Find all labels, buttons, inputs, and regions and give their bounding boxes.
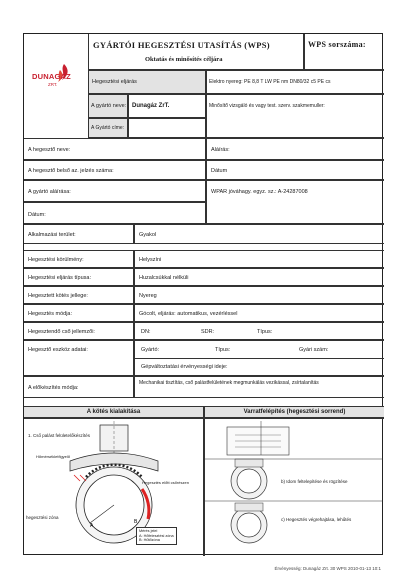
place-label: Hegesztési körülmény: xyxy=(28,257,84,263)
method-value: Huzalcsúkkal nélküli xyxy=(139,275,189,281)
prep-label: A előkészítés módja: xyxy=(28,385,79,391)
field-value: Gyakol xyxy=(139,232,157,238)
manager-label: A gyártó aláírása: xyxy=(28,189,71,195)
prep-value: Mechanikai tisztítás, cső palástfelületének megmunkálás vezikással, zsírtalanítás xyxy=(139,380,319,386)
weld-sequence-drawing xyxy=(205,419,383,555)
sketch-label-c: hegesztési zóna xyxy=(26,515,59,520)
date2-cell[interactable] xyxy=(24,202,206,224)
tool-type-label: Típus: xyxy=(215,347,231,353)
place-value-cell[interactable] xyxy=(134,250,384,268)
process-label: Hegesztési eljárás xyxy=(92,79,137,85)
method-value-cell[interactable] xyxy=(134,268,384,286)
pipe-value-cell[interactable] xyxy=(134,322,384,340)
wpar-label: WPAR jóváhagy. egyz. sz.: A-24287008 xyxy=(211,189,308,195)
signature-label: Aláírás: xyxy=(211,147,230,153)
legend-3: B: Hűtőzóna xyxy=(139,538,160,543)
welder-id-cell[interactable] xyxy=(24,160,206,180)
sketch-left-title: A kötés kialakítása xyxy=(86,409,141,415)
date-label: Dátum xyxy=(211,168,228,174)
wps-number-label: WPS sorszáma: xyxy=(308,40,366,49)
wpar-cell[interactable] xyxy=(206,180,384,224)
place-value: Helyszíni xyxy=(139,257,162,263)
tool-maker-label: Gyártó: xyxy=(141,347,160,353)
svg-text:A: A xyxy=(90,523,94,529)
company-logo xyxy=(30,60,82,100)
footer-text: Érvényesség: Dunagáz Zrt. 30 WPS 2010-01-13 10:1 xyxy=(274,566,381,571)
legend-2: A: Hőfelesztési zóna xyxy=(139,533,174,538)
sketch-legend xyxy=(136,527,177,545)
signature-cell[interactable] xyxy=(206,138,384,160)
examiner-cell[interactable] xyxy=(206,94,384,138)
examiner-label: Minősítő vizsgáló és vagy test. szerv. szakmemuller: xyxy=(209,103,325,109)
prep-label-cell xyxy=(24,376,134,398)
pipe-type-label: Típus: xyxy=(257,329,273,335)
step-b-label: b) Idom feltelepítése és rögzítése xyxy=(281,479,348,484)
sketch-right-title: Varratfelépítés (hegesztési sorrend) xyxy=(243,409,346,415)
mode-value-cell[interactable] xyxy=(134,304,384,322)
joint-sketch xyxy=(24,418,204,556)
maker-value-cell[interactable] xyxy=(128,94,206,118)
method-label-cell xyxy=(24,268,134,286)
manager-cell[interactable] xyxy=(24,180,206,202)
method-label: Hegesztési eljárás típusa: xyxy=(28,275,91,281)
tool-note-label: Gépváltoztatási érvényességi ideje: xyxy=(141,364,228,370)
sketch-right-header xyxy=(204,406,384,418)
wps-form xyxy=(23,33,383,555)
svg-text:B: B xyxy=(134,519,138,525)
welder-id-label: A hegesztő belső az. jelzés száma: xyxy=(28,168,114,174)
tool-serial-label: Gyári szám: xyxy=(299,347,329,353)
address-label: A Gyártó címe: xyxy=(91,125,125,131)
address-value-cell[interactable] xyxy=(128,118,206,138)
joint-value: Nyereg xyxy=(139,293,157,299)
prep-value-cell[interactable] xyxy=(134,376,384,398)
field-label-cell xyxy=(24,224,134,244)
sketch-left-header xyxy=(24,406,204,418)
pipe-sdr-label: SDR: xyxy=(201,329,215,335)
place-label-cell xyxy=(24,250,134,268)
sketch-label-d: Hegesztés előtt csőrészen xyxy=(142,480,189,485)
date2-label: Dátum: xyxy=(28,212,46,218)
title-cell xyxy=(88,34,304,70)
sketch-label-b: Hőmérsékletfigyelő xyxy=(36,454,71,459)
step-c-label: c) Hegesztés végrehajtása, lehűtés xyxy=(281,517,352,522)
sketch-label-a: 1. Cső palást felületelőkészítés xyxy=(28,433,91,438)
sequence-sketch xyxy=(204,418,384,556)
tool-divider xyxy=(135,358,384,359)
maker-label-cell xyxy=(88,94,128,118)
joint-value-cell[interactable] xyxy=(134,286,384,304)
process-label-cell xyxy=(88,70,206,94)
maker-label: A gyártó neve: xyxy=(91,103,127,109)
tool-value-cell[interactable] xyxy=(134,340,384,376)
joint-label: Hegesztett kötés jellege: xyxy=(28,293,88,299)
process-value-cell[interactable] xyxy=(206,70,384,94)
joint-label-cell xyxy=(24,286,134,304)
mode-label-cell xyxy=(24,304,134,322)
date-cell[interactable] xyxy=(206,160,384,180)
maker-value: Dunagáz ZrT. xyxy=(132,103,170,109)
wps-number-cell[interactable] xyxy=(304,34,384,70)
welder-name-label: A hegesztő neve: xyxy=(28,147,71,153)
welder-name-cell[interactable] xyxy=(24,138,206,160)
logo-text: DUNAGÁZ xyxy=(32,72,71,81)
pipe-dn-label: DN: xyxy=(141,329,151,335)
field-value-cell[interactable] xyxy=(134,224,384,244)
address-label-cell xyxy=(88,118,128,138)
field-label: Alkalmazási terület: xyxy=(28,232,76,238)
logo-subtext: ZRT. xyxy=(48,82,58,87)
form-title: GYÁRTÓI HEGESZTÉSI UTASÍTÁS (WPS) xyxy=(93,40,270,50)
pipe-label: Hegesztendő cső jellemzői: xyxy=(28,329,95,335)
mode-label: Hegesztés módja: xyxy=(28,311,73,317)
process-value: Elektro nyereg: PE 8,8 T LW PE nm DN80/32 c5 PE cs xyxy=(209,79,331,85)
tool-label: Hegesztő eszköz adatai: xyxy=(28,347,88,353)
form-subtitle: Oktatás és minősítés céljára xyxy=(145,56,223,63)
legend-1: Mérés jelei xyxy=(139,529,158,533)
tool-label-cell xyxy=(24,340,134,376)
pipe-label-cell xyxy=(24,322,134,340)
mode-value: Gócolt, eljárás: automatikus, vezérléssel xyxy=(139,311,238,317)
